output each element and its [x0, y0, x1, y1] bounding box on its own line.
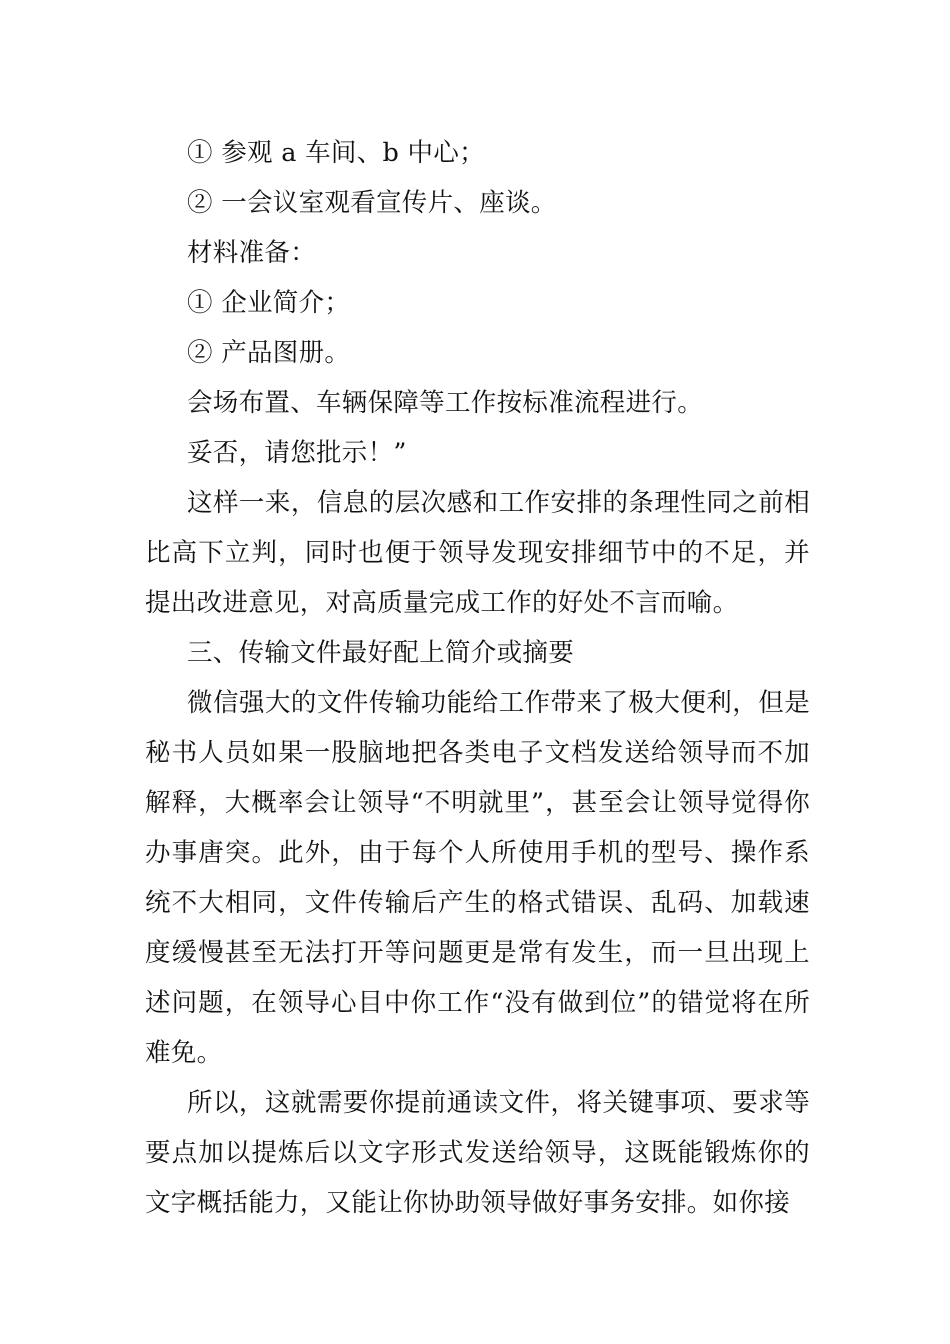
section-heading-file-transfer: 三、传输文件最好配上简介或摘要 — [187, 638, 575, 668]
paragraph-file-transfer-issues: 微信强大的文件传输功能给工作带来了极大便利，但是秘书人员如果一股脑地把各类电子文档发送给领导而不加解释，大概率会让领导“不明就里”，甚至会让领导觉得你办事唐突。此外，由于每个人所使用手机的型号、操作系统不大相同，文件传输后产生的格式错误、乱码、加载速度缓慢甚至无法打开等问题更是常有发生，而一旦出现上述问题，在领导心目中你工作“没有做到位”的错觉将在所难免。 — [145, 688, 810, 1068]
paragraph-materials-heading: 材料准备： — [187, 238, 317, 268]
paragraph-venue-arrangement: 会场布置、车辆保障等工作按标准流程进行。 — [187, 388, 704, 418]
document-body — [145, 128, 810, 1228]
paragraph-materials-item-2: ② 产品图册。 — [187, 338, 351, 368]
paragraph-summary: 这样一来，信息的层次感和工作安排的条理性同之前相比高下立判，同时也便于领导发现安排细节中的不足，并提出改进意见，对高质量完成工作的好处不言而喻。 — [145, 488, 810, 618]
paragraph-visit-item-1: ① 参观 a 车间、b 中心； — [187, 138, 485, 168]
paragraph-visit-item-2: ② 一会议室观看宣传片、座谈。 — [187, 188, 557, 218]
paragraph-materials-item-1: ① 企业简介； — [187, 288, 351, 318]
paragraph-approval-request: 妥否，请您批示！” — [187, 438, 407, 468]
paragraph-file-transfer-advice: 所以，这就需要你提前通读文件，将关键事项、要求等要点加以提炼后以文字形式发送给领导，这既能锻炼你的文字概括能力，又能让你协助领导做好事务安排。如你接 — [145, 1088, 810, 1218]
